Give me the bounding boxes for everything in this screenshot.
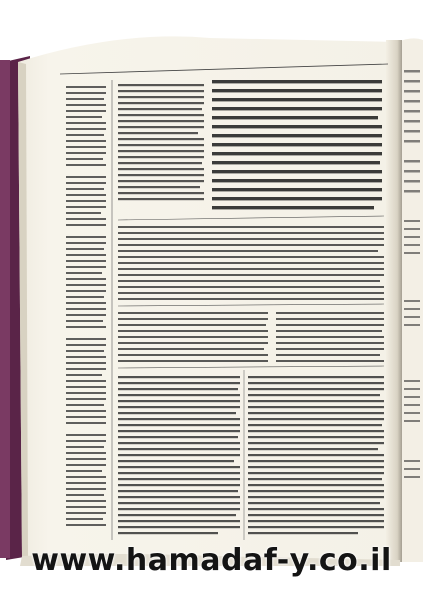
gutter-shadow <box>386 40 402 562</box>
melechet-shlomo <box>118 312 384 362</box>
main-text-block <box>212 80 382 209</box>
website-watermark: www.hamadaf-y.co.il <box>31 543 392 578</box>
